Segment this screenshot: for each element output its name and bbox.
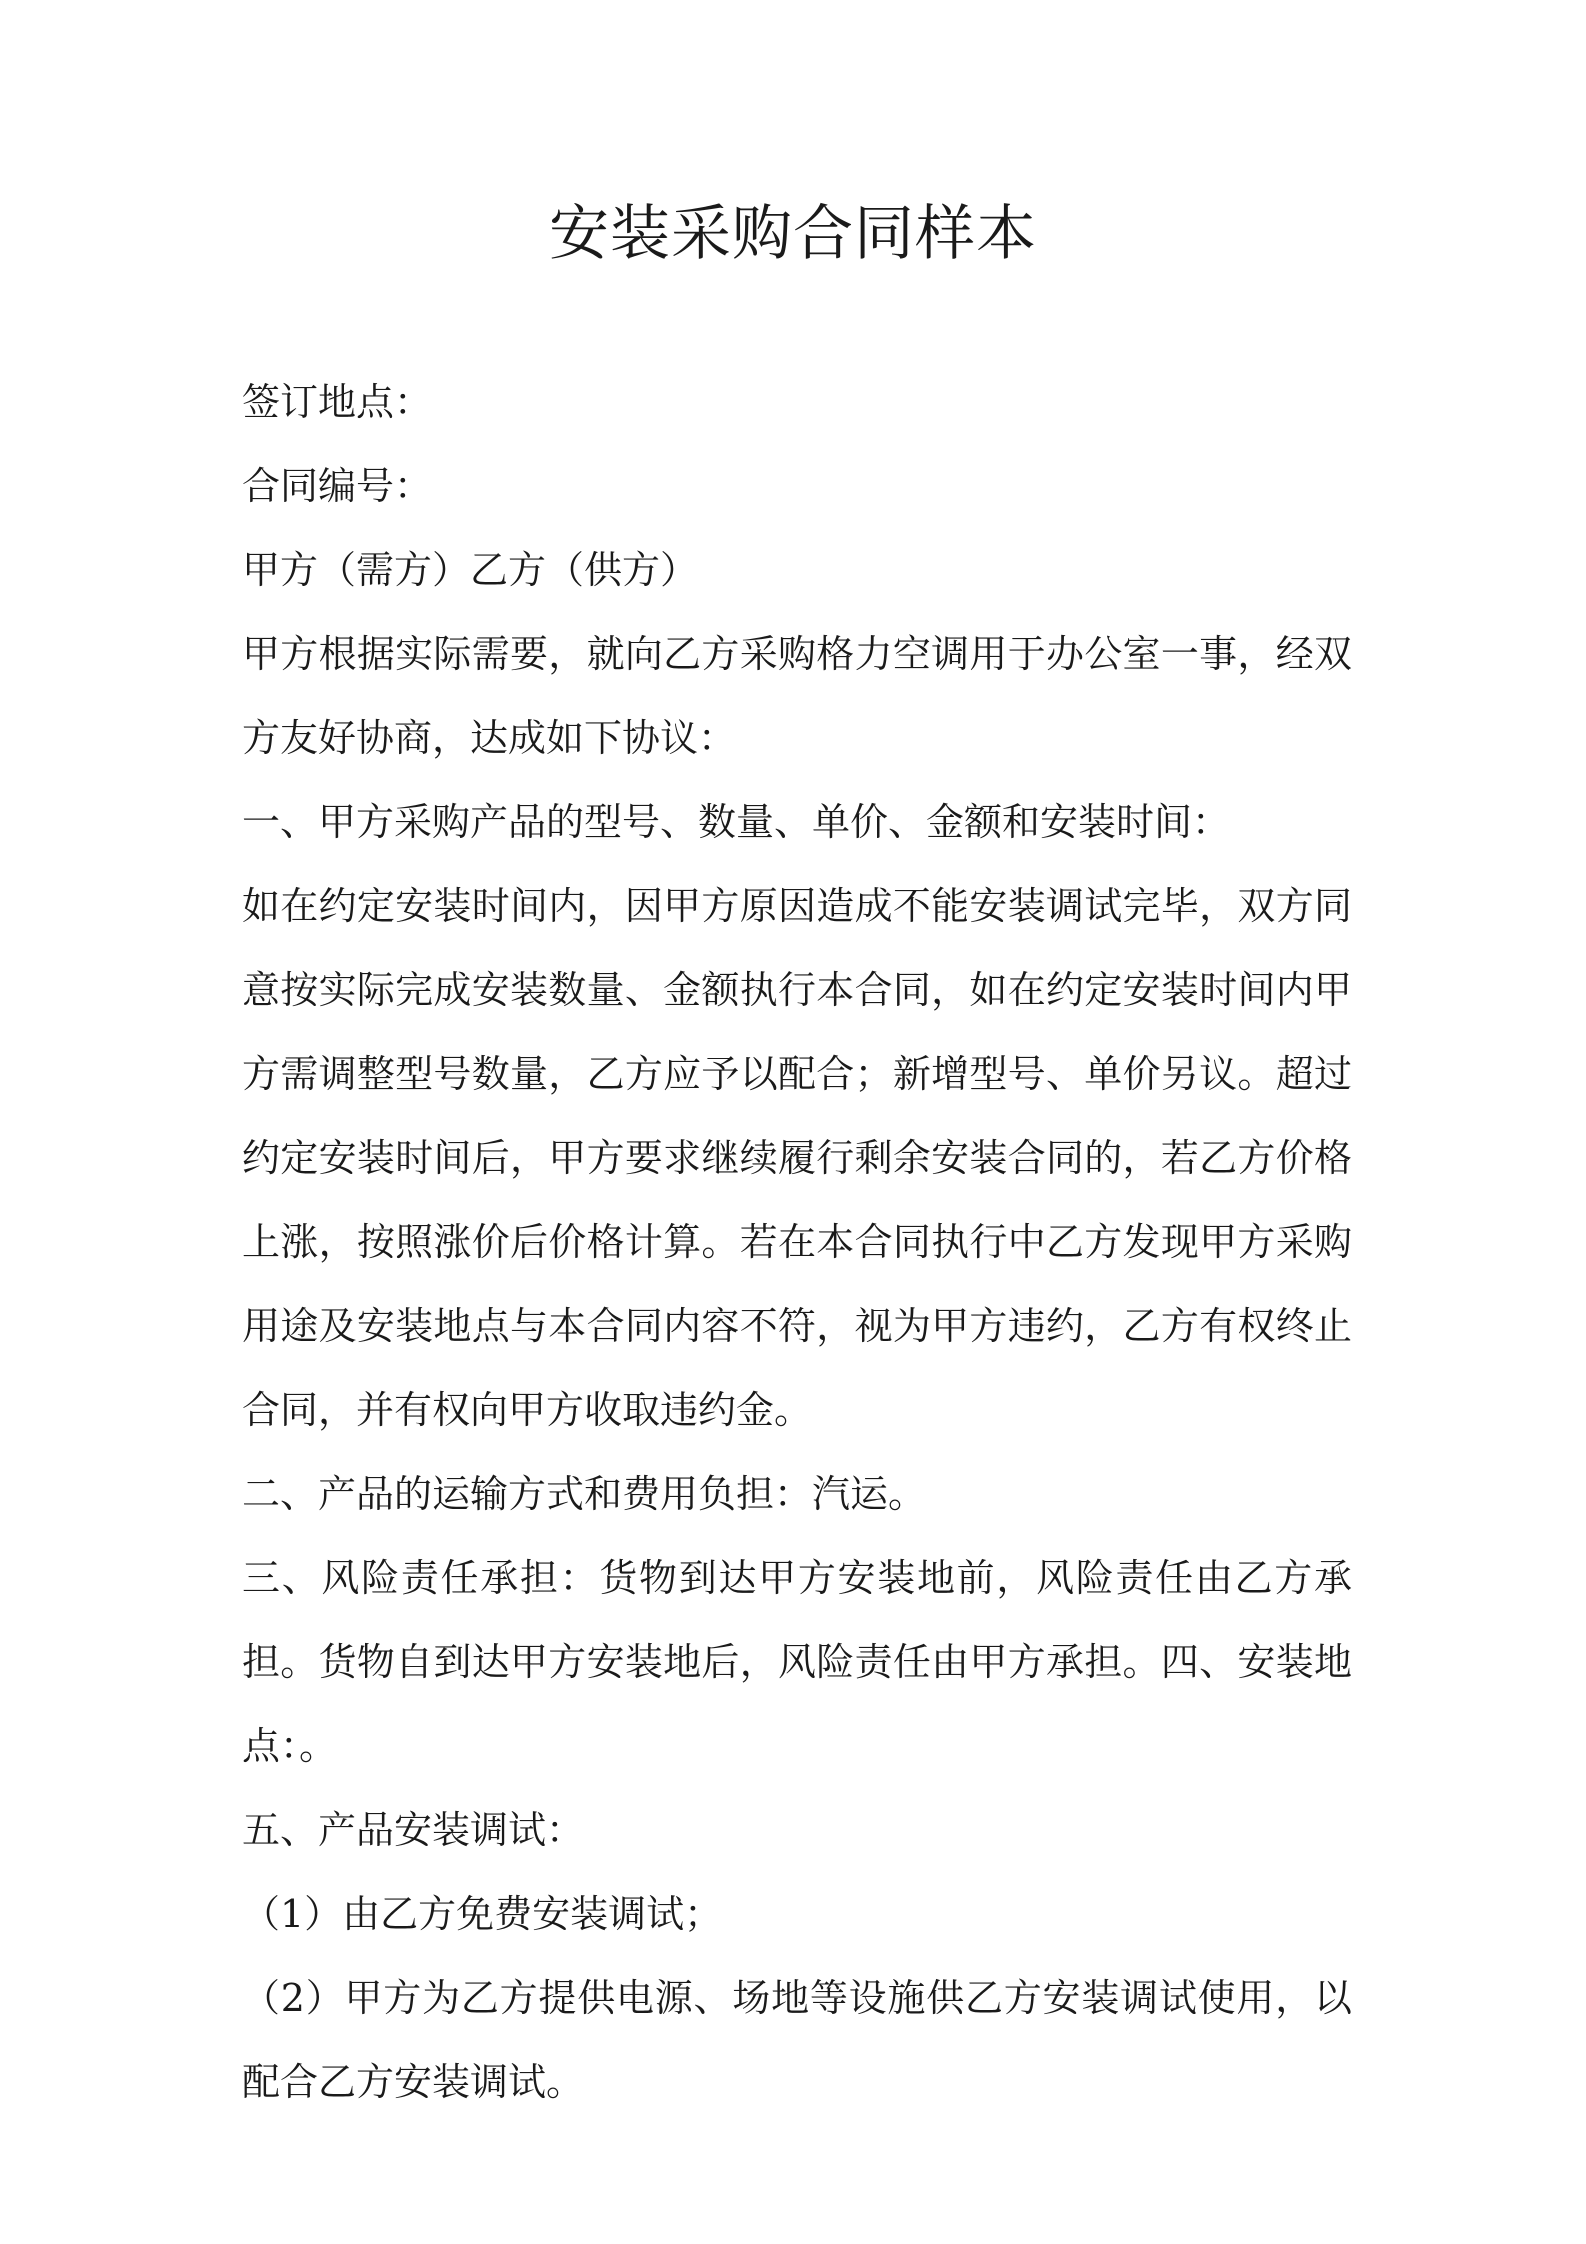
section-5-heading: 五、产品安装调试：	[242, 1808, 585, 1852]
section-5-item-2: （2）甲方为乙方提供电源、场地等设施供乙方安装调试使用，以配合乙方安装调试。	[242, 1976, 1352, 2104]
section-1-paragraph: 如在约定安装时间内，因甲方原因造成不能安装调试完毕，双方同意按实际完成安装数量、金额执行本合同，如在约定安装时间内甲方需调整型号数量，乙方应予以配合；新增型号、单价另议。超过约定安装时间后，甲方要求继续履行剩余安装合同的，若乙方价格上涨，按照涨价后价格计算。若在本合同执行中乙方发现甲方采购用途及安装地点与本合同内容不符，视为甲方违约，乙方有权终止合同，并有权向甲方收取违约金。	[242, 884, 1352, 1432]
section-5-item-1: （1）由乙方免费安装调试；	[242, 1892, 723, 1936]
section-3-paragraph: 三、风险责任承担：货物到达甲方安装地前，风险责任由乙方承担。货物自到达甲方安装地后，风险责任由甲方承担。四、安装地点：。	[242, 1556, 1352, 1768]
parties-line: 甲方（需方）乙方（供方）	[242, 548, 699, 592]
contract-number-line: 合同编号：	[242, 464, 433, 508]
document-title: 安装采购合同样本	[549, 199, 1037, 269]
section-1-heading: 一、甲方采购产品的型号、数量、单价、金额和安装时间：	[242, 800, 1231, 844]
signing-place-line: 签订地点：	[242, 380, 433, 424]
preamble-paragraph: 甲方根据实际需要，就向乙方采购格力空调用于办公室一事，经双方友好协商，达成如下协议：	[242, 632, 1352, 760]
section-2-paragraph: 二、产品的运输方式和费用负担：汽运。	[242, 1472, 927, 1516]
document-body	[242, 360, 1352, 2124]
